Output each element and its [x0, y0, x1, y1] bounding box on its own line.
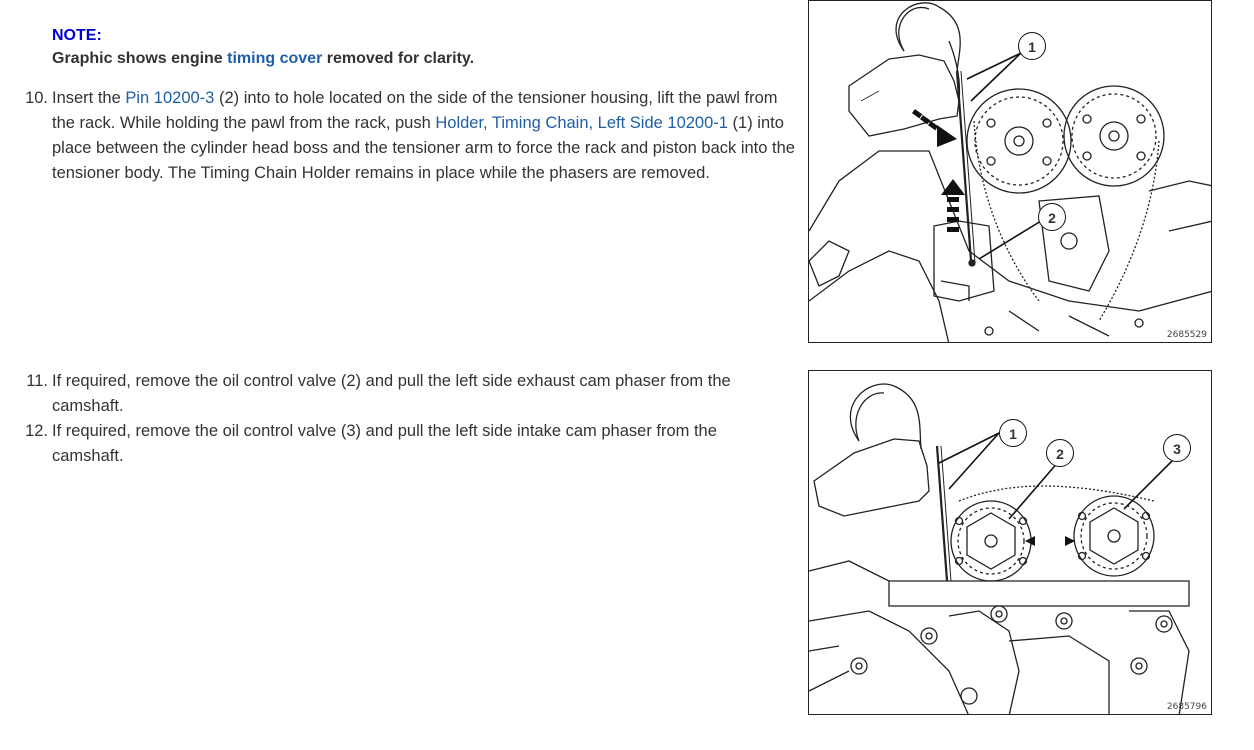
figure-id: 2685529 — [1166, 330, 1207, 340]
note-title: NOTE: — [52, 27, 102, 44]
note-text-before: Graphic shows engine — [52, 50, 228, 67]
figure-cam-phasers[interactable] — [808, 370, 1212, 715]
step-text: (1) into place between the cylinder head boss and the tensioner arm to force the rack and piston back into the tensioner body. The Timing Chain Holder remains in place while the phasers are removed. — [52, 114, 795, 182]
step-11 — [0, 369, 790, 419]
step-text: If required, remove the oil control valve (3) and pull the left side intake cam phaser from the camshaft. — [52, 422, 717, 465]
steps-list-a — [0, 86, 805, 186]
timing-chain-holder-link[interactable]: Holder, Timing Chain, Left Side 10200-1 — [435, 114, 728, 132]
step-12 — [0, 419, 790, 469]
step-number: 11. — [26, 372, 48, 390]
note-block — [52, 26, 792, 70]
callout-2: 2 — [1046, 439, 1074, 467]
step-text: (2) into to hole located on the side of the tensioner housing, lift the pawl from the rack. While holding the pawl from the rack, push — [52, 89, 778, 132]
steps-list-b — [0, 369, 790, 469]
callout-1: 1 — [1018, 32, 1046, 60]
step-text: If required, remove the oil control valve (2) and pull the left side exhaust cam phaser from the camshaft. — [52, 372, 731, 415]
callout-2: 2 — [1038, 203, 1066, 231]
step-number: 12. — [25, 422, 48, 440]
figure-id: 2685796 — [1166, 702, 1207, 712]
note-text-after: removed for clarity. — [322, 50, 475, 67]
callout-1: 1 — [999, 419, 1027, 447]
step-number: 10. — [25, 89, 48, 107]
note-text — [52, 48, 792, 70]
callout-3: 3 — [1163, 434, 1191, 462]
timing-cover-link[interactable]: timing cover — [227, 50, 323, 67]
step-10 — [0, 86, 805, 186]
step-text: Insert the — [52, 89, 126, 107]
pin-10200-3-link[interactable]: Pin 10200-3 — [125, 89, 215, 107]
figure-timing-chain-holder[interactable] — [808, 0, 1212, 343]
engine-illustration-1 — [809, 1, 1212, 343]
